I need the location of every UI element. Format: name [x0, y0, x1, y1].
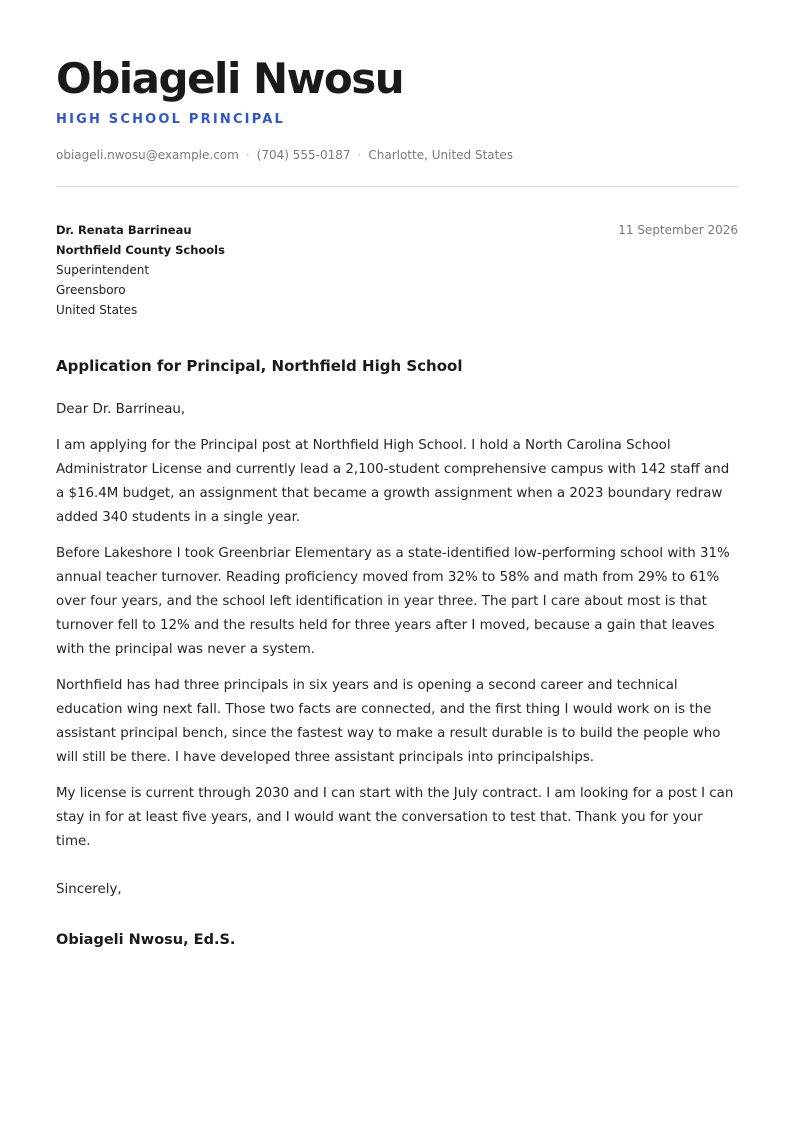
letter-subject: Application for Principal, Northfield High School	[56, 357, 463, 375]
body-paragraph: My license is current through 2030 and I can start with the July contract. I am looking for a post I can stay in for at least five years, and I would want the conversation to test that. Thank you for your time.	[56, 786, 734, 849]
contact-separator: ·	[357, 148, 362, 162]
letter-body	[56, 398, 738, 866]
recipient-title: Superintendent	[56, 263, 150, 277]
signature: Obiageli Nwosu, Ed.S.	[56, 932, 236, 948]
body-paragraph: I am applying for the Principal post at Northfield High School. I hold a North Carolina School Administrator License and currently lead a 2,100-student comprehensive campus with 142 staff and a $16.4M budget, an assignment that became a growth assignment when a 2023 boundary redraw added 340 students in a single year.	[56, 438, 730, 525]
recipient-city: Greensboro	[56, 283, 126, 297]
recipient-name: Dr. Renata Barrineau	[56, 223, 192, 237]
body-paragraph: Before Lakeshore I took Greenbriar Elementary as a state-identified low-performing school with 31% annual teacher turnover. Reading proficiency moved from 32% to 58% and math from 29% to 61% over four years, and the school left identification in year three. The part I care about most is that turnover fell to 12% and the results held for three years after I moved, because a gain that leaves with the principal was never a system.	[56, 546, 730, 657]
body-paragraph: Northfield has had three principals in six years and is opening a second career and technical education wing next fall. Those two facts are connected, and the first thing I would work on is the assistant principal bench, since the fastest way to make a result durable is to build the people who will still be there. I have developed three assistant principals into principalships.	[56, 678, 721, 765]
header-divider	[56, 186, 738, 187]
contact-line	[56, 147, 513, 163]
closing: Sincerely,	[56, 882, 122, 897]
contact-separator: ·	[245, 148, 250, 162]
salutation: Dear Dr. Barrineau,	[56, 402, 186, 417]
recipient-country: United States	[56, 303, 138, 317]
letter-date: 11 September 2026	[618, 223, 738, 237]
recipient-block	[56, 220, 225, 320]
applicant-role: HIGH SCHOOL PRINCIPAL	[56, 112, 285, 127]
email-link[interactable]: obiageli.nwosu@example.com	[56, 148, 239, 162]
applicant-name: Obiageli Nwosu	[56, 54, 404, 103]
phone-number: (704) 555-0187	[256, 148, 351, 162]
recipient-organization: Northfield County Schools	[56, 243, 225, 257]
location: Charlotte, United States	[368, 148, 513, 162]
